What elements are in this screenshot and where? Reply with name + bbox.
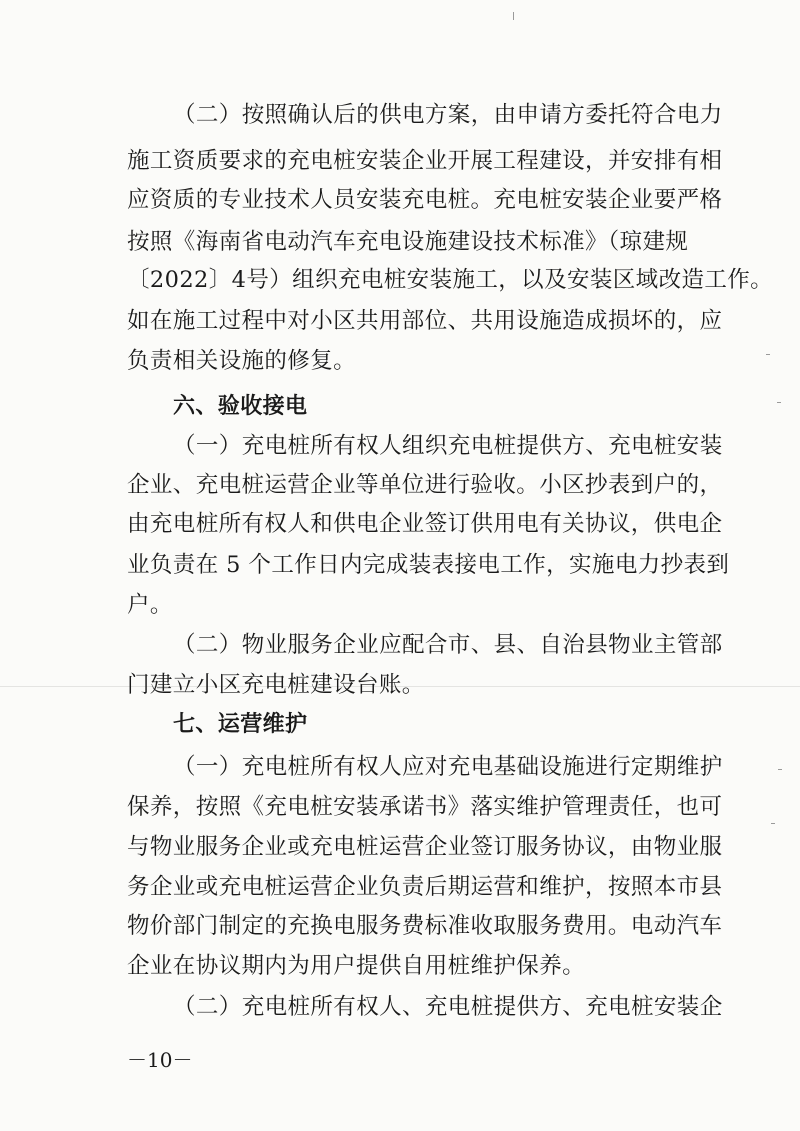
paragraph-line: 负责相关设施的修复。 (127, 348, 357, 374)
paragraph-line: 保养，按照《充电桩安装承诺书》落实维护管理责任，也可 (127, 794, 723, 820)
paragraph-line: 企业、充电桩运营企业等单位进行验收。小区抄表到户的， (127, 472, 723, 498)
paragraph-line: 门建立小区充电桩建设台账。 (127, 672, 425, 698)
paragraph-line: 如在施工过程中对小区共用部位、共用设施造成损坏的，应 (127, 308, 723, 334)
paragraph-line: 按照《海南省电动汽车充电设施建设技术标准》（琼建规 (127, 229, 689, 255)
paragraph-line: （一）充电桩所有权人组织充电桩提供方、充电桩安装 (173, 433, 723, 459)
page-number: －10－ (127, 1048, 193, 1072)
paragraph-line: 务企业或充电桩运营企业负责后期运营和维护，按照本市县 (127, 874, 723, 900)
paragraph-line: （二）物业服务企业应配合市、县、自治县物业主管部 (173, 632, 723, 658)
paragraph-line: 业负责在 5 个工作日内完成装表接电工作，实施电力抄表到 (127, 552, 730, 578)
paragraph-line: 物价部门制定的充换电服务费标准收取服务费用。电动汽车 (127, 913, 723, 939)
scan-speck (766, 354, 770, 355)
paragraph-line: 〔2022〕4号）组织充电桩安装施工，以及安装区域改造工作。 (127, 267, 774, 293)
scan-speck (777, 402, 781, 403)
paragraph-line: 户。 (127, 592, 173, 618)
section-heading: 七、运营维护 (173, 712, 308, 737)
scan-speck (513, 12, 514, 20)
scan-speck (771, 823, 775, 824)
paragraph-line: （二）充电桩所有权人、充电桩提供方、充电桩安装企 (173, 994, 723, 1020)
section-heading: 六、验收接电 (173, 394, 308, 419)
paragraph-line: 企业在协议期内为用户提供自用桩维护保养。 (127, 953, 586, 979)
paragraph-line: （二）按照确认后的供电方案，由申请方委托符合电力 (173, 102, 723, 128)
paragraph-line: 与物业服务企业或充电桩运营企业签订服务协议，由物业服 (127, 834, 723, 860)
paragraph-line: （一）充电桩所有权人应对充电基础设施进行定期维护 (173, 754, 723, 780)
scan-speck (778, 769, 782, 770)
paragraph-line: 由充电桩所有权人和供电企业签订供用电有关协议，供电企 (127, 511, 723, 537)
paragraph-line: 施工资质要求的充电桩安装企业开展工程建设，并安排有相 (127, 148, 723, 174)
paragraph-line: 应资质的专业技术人员安装充电桩。充电桩安装企业要严格 (127, 187, 723, 213)
